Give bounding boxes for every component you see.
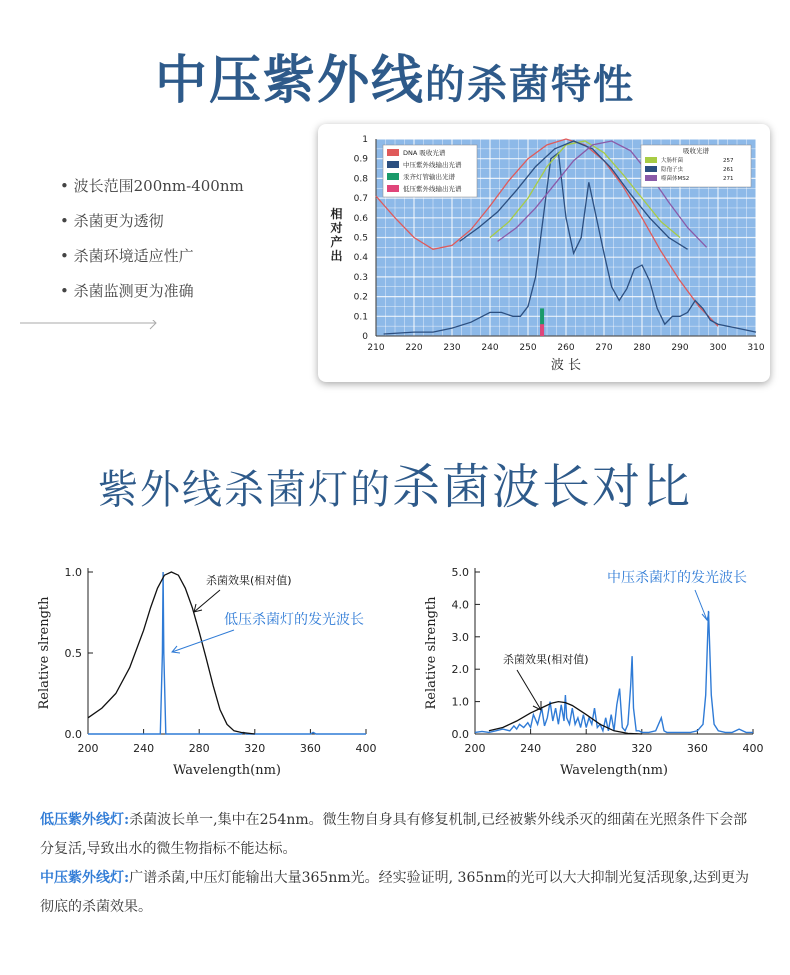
x-tick-label: 290 — [671, 343, 689, 353]
description-label: 低压紫外线灯: — [40, 812, 130, 828]
y-tick-label: 0.9 — [353, 154, 368, 165]
annotation-arrow — [517, 670, 541, 710]
annotation-effect: 杀菌效果(相对值) — [206, 574, 292, 587]
y-tick-label: 0.4 — [353, 253, 368, 264]
spectrum-card — [318, 124, 770, 382]
legend-label: DNA 吸收光谱 — [403, 149, 446, 157]
legend-label: 低压紫外线输出光谱 — [403, 185, 462, 193]
x-tick-label: 240 — [481, 343, 499, 353]
legend-label: 大肠杆菌 — [661, 158, 684, 164]
x-tick-label: 250 — [519, 343, 537, 353]
y-tick-label: 5.0 — [451, 566, 469, 579]
y-tick-label: 0.3 — [353, 272, 368, 283]
description-text: 杀菌波长单一,集中在254nm。微生物自身具有修复机制,已经被紫外线杀灭的细菌在光照条件下会部分复活,导致出水的微生物指标不能达标。 — [40, 812, 748, 857]
emission-line — [88, 572, 366, 734]
y-axis-label: Relative slrength — [37, 596, 52, 710]
x-tick-label: 320 — [244, 742, 266, 755]
legend-label: 中压紫外线输出光谱 — [403, 161, 462, 169]
annotation-effect: 杀菌效果(相对值) — [503, 653, 589, 666]
legend-swatch — [387, 161, 399, 168]
feature-list — [60, 172, 244, 312]
y-tick-label: 1 — [362, 135, 368, 145]
y-tick-label: 3.0 — [451, 630, 469, 644]
spectrum-chart — [318, 124, 770, 382]
low-pressure-chart — [20, 560, 390, 790]
effect-curve — [88, 572, 255, 734]
x-tick-label: 400 — [742, 742, 764, 755]
description-text: 广谱杀菌,中压灯能输出大量365nm光。经实验证明, 365nm的光可以大大抑制光复活现象,达到更为彻底的杀菌效果。 — [40, 870, 749, 915]
legend-value: 261 — [723, 167, 734, 173]
annotation-arrow — [695, 590, 707, 620]
x-tick-label: 200 — [77, 742, 99, 755]
legend-swatch — [387, 185, 399, 192]
legend-label: 汞齐灯管输出光谱 — [403, 173, 455, 181]
y-tick-label: 0.5 — [64, 647, 82, 660]
legend-title: 吸收光谱 — [683, 147, 709, 155]
y-axis-label: 相对产出 — [329, 207, 343, 264]
annotation-emission: 低压杀菌灯的发光波长 — [224, 612, 364, 628]
x-tick-label: 280 — [575, 742, 597, 755]
x-tick-label: 300 — [709, 343, 727, 353]
legend-swatch — [387, 149, 399, 156]
x-tick-label: 240 — [520, 742, 542, 755]
description-label: 中压紫外线灯: — [40, 870, 130, 886]
x-tick-label: 210 — [367, 343, 385, 353]
x-axis-label: Wavelength(nm) — [172, 763, 282, 778]
x-tick-label: 320 — [631, 742, 653, 755]
medium-pressure-chart — [405, 560, 785, 790]
x-axis-label: 波 长 — [550, 358, 582, 373]
y-tick-label: 0.2 — [353, 292, 368, 303]
x-tick-label: 220 — [405, 343, 423, 353]
arrow-right-icon — [20, 320, 160, 332]
y-tick-label: 2.0 — [451, 663, 469, 677]
y-tick-label: 0.7 — [353, 194, 368, 205]
x-tick-label: 260 — [557, 343, 575, 353]
y-tick-label: 0.6 — [353, 213, 368, 224]
description-low — [40, 806, 760, 864]
title1-main: 中压紫外线 — [154, 51, 425, 111]
feature-item: • 波长范围200nm-400nm — [60, 177, 244, 195]
y-axis-label: Relative slrength — [424, 596, 439, 710]
x-axis-label: Wavelength(nm) — [559, 763, 669, 778]
x-tick-label: 280 — [633, 343, 651, 353]
x-tick-label: 310 — [747, 343, 765, 353]
title1-tail: 的杀菌特性 — [425, 62, 635, 108]
legend-value: 271 — [723, 176, 734, 182]
y-tick-label: 0 — [362, 332, 368, 342]
y-tick-label: 0.1 — [353, 312, 368, 323]
legend-label: 噬菌体MS2 — [661, 176, 690, 182]
description-medium — [40, 864, 760, 922]
description-block — [40, 806, 760, 922]
legend-swatch — [645, 175, 657, 181]
legend-value: 257 — [723, 158, 734, 164]
y-tick-label: 0.8 — [353, 174, 368, 185]
y-tick-label: 1.0 — [451, 695, 469, 709]
x-tick-label: 280 — [188, 742, 210, 755]
page-title-characteristics — [0, 38, 790, 113]
feature-item: • 杀菌环境适应性广 — [60, 247, 194, 265]
annotation-arrow — [194, 590, 220, 612]
legend-swatch — [387, 173, 399, 180]
x-tick-label: 270 — [595, 343, 613, 353]
x-tick-label: 240 — [133, 742, 155, 755]
feature-item: • 杀菌监测更为准确 — [60, 282, 194, 300]
y-tick-label: 0.5 — [353, 233, 368, 244]
legend-swatch — [645, 166, 657, 172]
y-tick-label: 1.0 — [64, 566, 82, 579]
y-tick-label: 0.0 — [451, 728, 469, 741]
feature-item: • 杀菌更为透彻 — [60, 212, 164, 230]
title2-part2: 杀菌波长对比 — [391, 459, 692, 515]
emission-line — [475, 611, 753, 733]
y-tick-label: 0.0 — [64, 728, 82, 741]
legend-swatch — [645, 157, 657, 163]
x-tick-label: 230 — [443, 343, 461, 353]
x-tick-label: 200 — [464, 742, 486, 755]
annotation-emission: 中压杀菌灯的发光波长 — [607, 570, 747, 586]
title2-part1: 紫外线杀菌灯的 — [97, 467, 392, 513]
x-tick-label: 360 — [686, 742, 708, 755]
x-tick-label: 360 — [299, 742, 321, 755]
y-tick-label: 4.0 — [451, 598, 469, 612]
section-title-comparison — [0, 448, 790, 517]
x-tick-label: 400 — [355, 742, 377, 755]
legend-label: 隐孢子虫 — [661, 167, 684, 173]
